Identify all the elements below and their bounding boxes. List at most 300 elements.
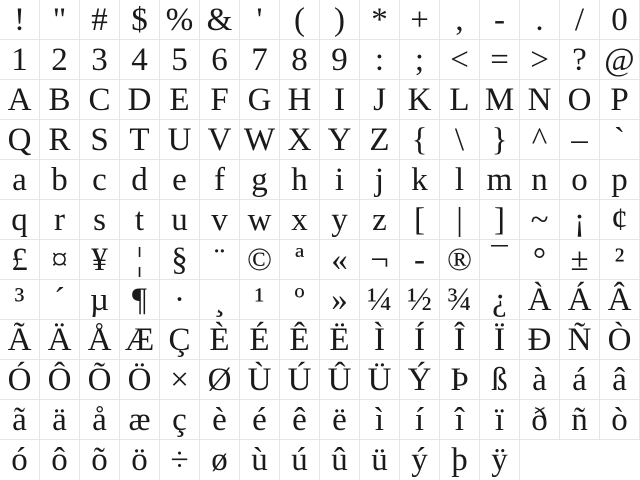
glyph-cell[interactable] — [240, 240, 280, 280]
glyph-cell[interactable] — [480, 80, 520, 120]
glyph: Á — [567, 282, 592, 318]
glyph-cell[interactable] — [80, 240, 120, 280]
glyph-cell[interactable] — [200, 440, 240, 480]
glyph-cell[interactable] — [480, 160, 520, 200]
glyph: Ê — [289, 322, 310, 358]
glyph-cell[interactable] — [0, 0, 40, 40]
glyph-cell[interactable] — [520, 240, 560, 280]
glyph-cell[interactable] — [160, 280, 200, 320]
glyph-cell[interactable] — [80, 80, 120, 120]
glyph-cell[interactable] — [200, 200, 240, 240]
glyph: { — [411, 122, 428, 158]
glyph: . — [535, 2, 544, 38]
glyph: C — [88, 82, 111, 118]
glyph-cell[interactable] — [240, 400, 280, 440]
glyph: 4 — [131, 42, 148, 78]
glyph: ø — [211, 442, 228, 478]
glyph: Ó — [7, 362, 32, 398]
glyph-cell[interactable] — [360, 160, 400, 200]
glyph-cell[interactable] — [480, 240, 520, 280]
glyph: ] — [494, 202, 505, 238]
glyph-cell[interactable] — [480, 0, 520, 40]
glyph-cell[interactable] — [600, 240, 640, 280]
glyph-cell[interactable] — [280, 400, 320, 440]
glyph-cell[interactable] — [320, 80, 360, 120]
glyph: } — [491, 122, 508, 158]
glyph-cell[interactable] — [0, 200, 40, 240]
glyph-cell[interactable] — [360, 400, 400, 440]
glyph: M — [484, 82, 515, 118]
glyph-cell[interactable] — [160, 320, 200, 360]
glyph: ¢ — [611, 202, 628, 238]
glyph-cell[interactable] — [40, 0, 80, 40]
glyph-cell[interactable] — [360, 40, 400, 80]
glyph: ° — [532, 242, 547, 278]
glyph-cell[interactable] — [240, 440, 280, 480]
glyph-cell[interactable] — [200, 120, 240, 160]
glyph-cell[interactable] — [320, 320, 360, 360]
glyph-cell[interactable] — [320, 120, 360, 160]
glyph-cell[interactable] — [200, 360, 240, 400]
glyph: = — [490, 42, 509, 78]
glyph: n — [531, 162, 548, 198]
character-grid-row — [0, 40, 640, 80]
glyph-cell[interactable] — [0, 440, 40, 480]
glyph-cell[interactable] — [320, 160, 360, 200]
glyph-cell[interactable] — [120, 360, 160, 400]
glyph: r — [54, 202, 65, 238]
glyph-cell[interactable] — [80, 0, 120, 40]
glyph-cell[interactable] — [320, 280, 360, 320]
glyph: Ð — [527, 322, 552, 358]
glyph-cell[interactable] — [440, 440, 480, 480]
glyph: I — [334, 82, 345, 118]
glyph-cell[interactable] — [160, 0, 200, 40]
glyph-cell[interactable] — [400, 200, 440, 240]
glyph: w — [247, 202, 272, 238]
glyph-cell[interactable] — [160, 440, 200, 480]
glyph: â — [612, 362, 627, 398]
glyph-cell[interactable] — [520, 400, 560, 440]
glyph-cell[interactable] — [320, 200, 360, 240]
glyph-cell[interactable] — [440, 200, 480, 240]
glyph: ) — [334, 2, 345, 38]
glyph-cell[interactable] — [560, 120, 600, 160]
glyph: · — [174, 282, 185, 318]
glyph-cell[interactable] — [40, 320, 80, 360]
glyph-cell[interactable] — [440, 360, 480, 400]
glyph-cell[interactable] — [80, 320, 120, 360]
glyph: þ — [451, 442, 468, 478]
glyph-cell[interactable] — [360, 440, 400, 480]
glyph: x — [291, 202, 308, 238]
glyph-cell[interactable] — [40, 240, 80, 280]
glyph-cell[interactable] — [400, 280, 440, 320]
character-grid-row — [0, 320, 640, 360]
glyph: E — [169, 82, 190, 118]
glyph-cell[interactable] — [520, 40, 560, 80]
glyph-cell[interactable] — [320, 440, 360, 480]
glyph-cell[interactable] — [360, 80, 400, 120]
glyph-cell[interactable] — [200, 400, 240, 440]
glyph-cell[interactable] — [200, 80, 240, 120]
glyph-cell[interactable] — [480, 200, 520, 240]
glyph-cell[interactable] — [560, 320, 600, 360]
glyph-cell[interactable] — [160, 400, 200, 440]
glyph-cell[interactable] — [400, 440, 440, 480]
glyph: « — [331, 242, 348, 278]
glyph-cell[interactable] — [400, 80, 440, 120]
glyph: ð — [531, 402, 548, 438]
glyph: < — [450, 42, 469, 78]
glyph-cell[interactable] — [600, 280, 640, 320]
glyph-cell[interactable] — [360, 280, 400, 320]
glyph: + — [410, 2, 429, 38]
glyph-cell[interactable] — [440, 400, 480, 440]
glyph: ß — [491, 362, 508, 398]
glyph-cell[interactable] — [160, 240, 200, 280]
glyph: , — [455, 2, 464, 38]
glyph-cell[interactable] — [600, 120, 640, 160]
glyph: Þ — [450, 362, 469, 398]
glyph: ½ — [407, 282, 432, 318]
glyph: ÿ — [491, 442, 508, 478]
glyph-cell[interactable] — [200, 240, 240, 280]
glyph: ù — [251, 442, 268, 478]
glyph-cell[interactable] — [200, 280, 240, 320]
glyph-cell[interactable] — [400, 160, 440, 200]
glyph-cell[interactable] — [240, 360, 280, 400]
glyph-cell[interactable] — [480, 360, 520, 400]
glyph-cell[interactable] — [360, 200, 400, 240]
glyph-cell[interactable] — [600, 360, 640, 400]
glyph: × — [170, 362, 189, 398]
glyph-cell[interactable] — [320, 240, 360, 280]
glyph-cell[interactable] — [280, 40, 320, 80]
glyph: æ — [128, 402, 151, 438]
glyph-cell[interactable] — [40, 120, 80, 160]
glyph-cell[interactable] — [520, 280, 560, 320]
glyph: ê — [292, 402, 307, 438]
glyph-cell[interactable] — [120, 280, 160, 320]
glyph-cell[interactable] — [520, 320, 560, 360]
glyph-cell[interactable] — [80, 160, 120, 200]
glyph-cell[interactable] — [440, 240, 480, 280]
glyph-cell[interactable] — [0, 240, 40, 280]
glyph: Ä — [47, 322, 72, 358]
glyph-cell[interactable] — [280, 160, 320, 200]
glyph: º — [294, 282, 305, 318]
glyph: l — [454, 162, 465, 198]
glyph-cell[interactable] — [280, 440, 320, 480]
glyph-cell[interactable] — [360, 240, 400, 280]
glyph-cell[interactable] — [80, 200, 120, 240]
glyph: ¨ — [214, 242, 225, 278]
glyph: a — [12, 162, 27, 198]
glyph: J — [373, 82, 386, 118]
glyph-cell[interactable] — [200, 0, 240, 40]
glyph-cell[interactable] — [0, 160, 40, 200]
glyph: ¤ — [51, 242, 68, 278]
glyph: - — [494, 2, 505, 38]
glyph-cell[interactable] — [160, 160, 200, 200]
glyph: v — [211, 202, 228, 238]
glyph-cell[interactable] — [280, 240, 320, 280]
glyph-cell[interactable] — [360, 120, 400, 160]
glyph: j — [374, 162, 385, 198]
glyph-cell[interactable] — [160, 40, 200, 80]
glyph-cell[interactable] — [240, 320, 280, 360]
glyph-cell[interactable] — [200, 40, 240, 80]
glyph: Ú — [287, 362, 312, 398]
glyph-cell[interactable] — [400, 240, 440, 280]
glyph-cell[interactable] — [480, 400, 520, 440]
glyph-cell[interactable] — [600, 80, 640, 120]
glyph-cell[interactable] — [80, 400, 120, 440]
glyph: ¼ — [367, 282, 392, 318]
glyph: è — [212, 402, 227, 438]
glyph-cell[interactable] — [40, 80, 80, 120]
character-grid-row — [0, 280, 640, 320]
glyph-cell[interactable] — [600, 0, 640, 40]
glyph-cell[interactable] — [280, 360, 320, 400]
glyph: H — [287, 82, 312, 118]
glyph-cell[interactable] — [120, 40, 160, 80]
glyph: Æ — [124, 322, 155, 358]
glyph: ÷ — [170, 442, 189, 478]
glyph: " — [52, 2, 67, 38]
glyph-cell[interactable] — [520, 360, 560, 400]
glyph: # — [91, 2, 108, 38]
glyph-cell[interactable] — [560, 360, 600, 400]
glyph-cell[interactable] — [160, 360, 200, 400]
glyph-cell[interactable] — [320, 360, 360, 400]
glyph-cell[interactable] — [480, 320, 520, 360]
glyph-cell[interactable] — [0, 320, 40, 360]
glyph: Ù — [247, 362, 272, 398]
glyph-cell[interactable] — [120, 320, 160, 360]
glyph-cell[interactable] — [240, 280, 280, 320]
glyph: í — [414, 402, 425, 438]
glyph-cell[interactable] — [400, 400, 440, 440]
glyph: F — [210, 82, 229, 118]
glyph: Â — [607, 282, 632, 318]
glyph: ä — [52, 402, 67, 438]
glyph-cell[interactable] — [40, 440, 80, 480]
glyph: z — [372, 202, 387, 238]
glyph-cell[interactable] — [520, 160, 560, 200]
glyph-cell[interactable] — [120, 120, 160, 160]
glyph-cell[interactable] — [240, 80, 280, 120]
glyph: Ò — [607, 322, 632, 358]
glyph: Ô — [47, 362, 72, 398]
glyph-cell[interactable] — [560, 80, 600, 120]
glyph: ± — [570, 242, 589, 278]
character-grid-row — [0, 360, 640, 400]
glyph-cell[interactable] — [320, 0, 360, 40]
glyph-cell[interactable] — [600, 40, 640, 80]
glyph-cell[interactable] — [200, 160, 240, 200]
glyph-cell[interactable] — [360, 320, 400, 360]
glyph-cell[interactable] — [600, 400, 640, 440]
glyph-cell[interactable] — [440, 160, 480, 200]
glyph-cell[interactable] — [320, 40, 360, 80]
glyph-cell[interactable] — [440, 0, 480, 40]
glyph-cell[interactable] — [120, 240, 160, 280]
glyph-cell[interactable] — [360, 0, 400, 40]
glyph-cell[interactable] — [400, 320, 440, 360]
glyph-cell[interactable] — [0, 360, 40, 400]
glyph-cell[interactable] — [320, 400, 360, 440]
glyph: » — [331, 282, 348, 318]
glyph-cell[interactable] — [80, 360, 120, 400]
glyph-cell[interactable] — [360, 360, 400, 400]
glyph-cell[interactable] — [480, 40, 520, 80]
glyph-cell[interactable] — [400, 0, 440, 40]
glyph: © — [246, 242, 273, 278]
glyph-cell[interactable] — [400, 40, 440, 80]
glyph-cell[interactable] — [560, 400, 600, 440]
glyph-cell[interactable] — [560, 0, 600, 40]
glyph-cell[interactable] — [440, 320, 480, 360]
glyph: À — [527, 282, 552, 318]
glyph-cell[interactable] — [440, 40, 480, 80]
glyph-cell[interactable] — [120, 80, 160, 120]
glyph: é — [252, 402, 267, 438]
glyph-cell[interactable] — [80, 440, 120, 480]
glyph: X — [287, 122, 312, 158]
glyph-cell[interactable] — [480, 280, 520, 320]
glyph-cell[interactable] — [240, 120, 280, 160]
glyph-cell[interactable] — [240, 160, 280, 200]
glyph-cell[interactable] — [40, 400, 80, 440]
glyph-cell[interactable] — [200, 320, 240, 360]
glyph: k — [411, 162, 428, 198]
glyph: ë — [332, 402, 347, 438]
glyph-cell[interactable] — [560, 240, 600, 280]
glyph-cell[interactable] — [120, 440, 160, 480]
glyph: 8 — [291, 42, 308, 78]
glyph-cell[interactable] — [240, 0, 280, 40]
glyph: d — [131, 162, 148, 198]
glyph-cell[interactable] — [440, 280, 480, 320]
glyph-cell[interactable] — [40, 280, 80, 320]
glyph-cell[interactable] — [160, 120, 200, 160]
glyph: \ — [454, 122, 465, 158]
glyph-cell[interactable] — [0, 40, 40, 80]
glyph-cell[interactable] — [160, 200, 200, 240]
glyph-cell[interactable] — [0, 120, 40, 160]
glyph: É — [249, 322, 270, 358]
glyph: q — [11, 202, 28, 238]
glyph: ² — [614, 242, 625, 278]
glyph: ¯ — [491, 242, 508, 278]
glyph-cell[interactable] — [80, 40, 120, 80]
glyph-cell[interactable] — [520, 0, 560, 40]
glyph-cell[interactable] — [240, 200, 280, 240]
glyph-cell[interactable] — [120, 200, 160, 240]
character-grid-row — [0, 160, 640, 200]
glyph-cell[interactable] — [40, 360, 80, 400]
glyph: * — [371, 2, 388, 38]
glyph: - — [414, 242, 425, 278]
glyph-cell[interactable] — [40, 160, 80, 200]
glyph: c — [92, 162, 107, 198]
glyph-cell[interactable] — [600, 160, 640, 200]
glyph-cell[interactable] — [160, 80, 200, 120]
glyph: m — [486, 162, 513, 198]
glyph-cell[interactable] — [40, 40, 80, 80]
glyph: ¹ — [254, 282, 265, 318]
character-grid-row — [0, 400, 640, 440]
glyph-cell[interactable] — [40, 200, 80, 240]
glyph: N — [527, 82, 552, 118]
glyph-cell[interactable] — [120, 400, 160, 440]
glyph: Q — [7, 122, 32, 158]
glyph: p — [611, 162, 628, 198]
glyph-cell[interactable] — [0, 280, 40, 320]
glyph-cell[interactable] — [280, 0, 320, 40]
glyph: K — [407, 82, 432, 118]
glyph-cell[interactable] — [560, 280, 600, 320]
glyph-cell[interactable] — [280, 120, 320, 160]
glyph: ` — [614, 122, 625, 158]
glyph-cell[interactable] — [400, 360, 440, 400]
glyph: 2 — [51, 42, 68, 78]
glyph-cell[interactable] — [440, 80, 480, 120]
glyph-cell[interactable] — [280, 320, 320, 360]
glyph: ? — [572, 42, 587, 78]
glyph: ® — [446, 242, 473, 278]
glyph: 9 — [331, 42, 348, 78]
glyph-cell[interactable] — [560, 40, 600, 80]
glyph-cell[interactable] — [520, 120, 560, 160]
glyph: È — [209, 322, 230, 358]
glyph: ï — [494, 402, 505, 438]
glyph-cell[interactable] — [600, 320, 640, 360]
glyph-cell[interactable] — [80, 120, 120, 160]
glyph: t — [134, 202, 145, 238]
glyph-cell[interactable] — [560, 160, 600, 200]
glyph-cell[interactable] — [280, 80, 320, 120]
glyph: û — [331, 442, 348, 478]
glyph-cell[interactable] — [0, 80, 40, 120]
glyph-cell[interactable] — [560, 200, 600, 240]
glyph-cell[interactable] — [400, 120, 440, 160]
glyph-cell[interactable] — [80, 280, 120, 320]
glyph-cell[interactable] — [480, 440, 520, 480]
glyph-cell[interactable] — [600, 200, 640, 240]
glyph-cell[interactable] — [520, 200, 560, 240]
glyph-cell[interactable] — [480, 120, 520, 160]
glyph: > — [530, 42, 549, 78]
glyph-cell[interactable] — [240, 40, 280, 80]
glyph-cell[interactable] — [120, 0, 160, 40]
glyph-cell[interactable] — [280, 280, 320, 320]
glyph: § — [171, 242, 188, 278]
glyph-cell[interactable] — [120, 160, 160, 200]
glyph: ~ — [530, 202, 549, 238]
glyph: Ï — [494, 322, 505, 358]
glyph: Í — [414, 322, 425, 358]
glyph-cell[interactable] — [440, 120, 480, 160]
glyph: b — [51, 162, 68, 198]
glyph-cell[interactable] — [280, 200, 320, 240]
glyph-cell[interactable] — [0, 400, 40, 440]
glyph: R — [48, 122, 71, 158]
glyph: V — [207, 122, 232, 158]
glyph-cell[interactable] — [520, 80, 560, 120]
